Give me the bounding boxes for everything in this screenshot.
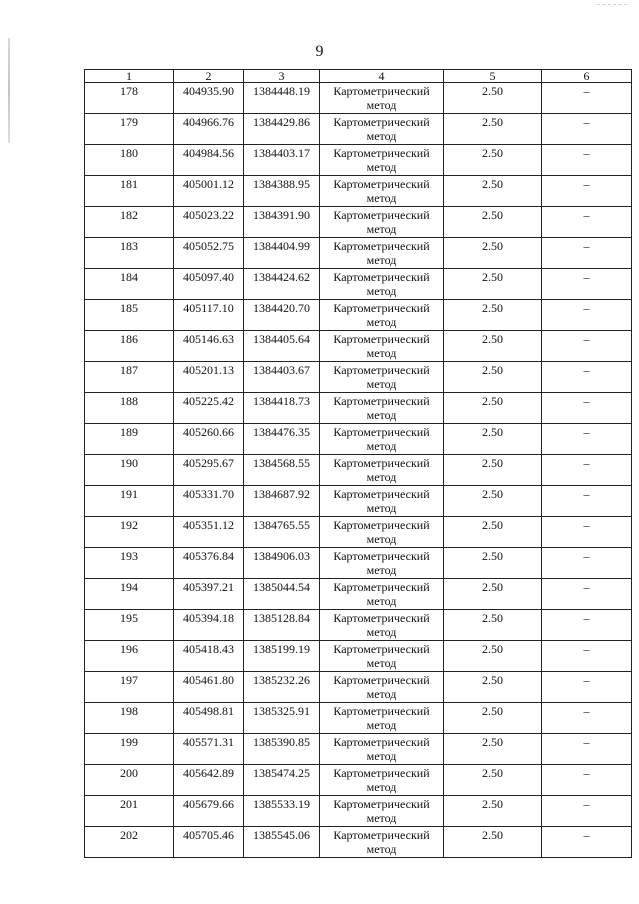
y-coordinate-cell: 1384424.62 [244,269,320,300]
method-line-2: метод [366,563,397,577]
method-line-1: Картометрический [333,518,430,532]
y-coordinate-cell: 1384687.92 [244,486,320,517]
table-row [85,703,632,734]
x-coordinate-cell: 405461.80 [174,672,244,703]
note-cell: – [542,362,632,393]
method-line-1: Картометрический [333,332,430,346]
y-coordinate-cell: 1385128.84 [244,610,320,641]
method-line-1: Картометрический [333,673,430,687]
table-row [85,238,632,269]
method-line-2: метод [366,253,397,267]
y-coordinate-cell: 1385533.19 [244,796,320,827]
method-cell [320,827,444,858]
method-line-2: метод [366,811,397,825]
method-cell [320,703,444,734]
method-cell [320,610,444,641]
method-line-1: Картометрический [333,704,430,718]
x-coordinate-cell: 405397.21 [174,579,244,610]
point-number-cell: 182 [85,207,174,238]
method-line-2: метод [366,749,397,763]
table-row [85,269,632,300]
method-cell [320,796,444,827]
note-cell: – [542,517,632,548]
method-cell [320,455,444,486]
point-number-cell: 188 [85,393,174,424]
x-coordinate-cell: 405376.84 [174,548,244,579]
x-coordinate-cell: 405705.46 [174,827,244,858]
column-header-1: 1 [85,70,174,83]
table-row [85,827,632,858]
y-coordinate-cell: 1385044.54 [244,579,320,610]
y-coordinate-cell: 1384906.03 [244,548,320,579]
method-line-2: метод [366,532,397,546]
y-coordinate-cell: 1384429.86 [244,114,320,145]
accuracy-cell: 2.50 [444,300,542,331]
method-cell [320,207,444,238]
method-cell [320,548,444,579]
method-line-2: метод [366,408,397,422]
note-cell: – [542,703,632,734]
point-number-cell: 181 [85,176,174,207]
method-line-2: метод [366,594,397,608]
x-coordinate-cell: 405331.70 [174,486,244,517]
accuracy-cell: 2.50 [444,796,542,827]
y-coordinate-cell: 1385325.91 [244,703,320,734]
method-cell [320,83,444,114]
method-line-2: метод [366,842,397,856]
accuracy-cell: 2.50 [444,827,542,858]
y-coordinate-cell: 1384404.99 [244,238,320,269]
x-coordinate-cell: 405052.75 [174,238,244,269]
table-row [85,641,632,672]
method-line-2: метод [366,470,397,484]
x-coordinate-cell: 405097.40 [174,269,244,300]
point-number-cell: 183 [85,238,174,269]
table-row [85,796,632,827]
table-row [85,331,632,362]
note-cell: – [542,765,632,796]
table-row [85,114,632,145]
y-coordinate-cell: 1385232.26 [244,672,320,703]
column-header-5: 5 [444,70,542,83]
note-cell: – [542,548,632,579]
method-line-1: Картометрический [333,611,430,625]
x-coordinate-cell: 405117.10 [174,300,244,331]
table-row [85,362,632,393]
method-line-1: Картометрический [333,766,430,780]
table-row [85,455,632,486]
point-number-cell: 197 [85,672,174,703]
point-number-cell: 185 [85,300,174,331]
method-cell [320,300,444,331]
y-coordinate-cell: 1384568.55 [244,455,320,486]
accuracy-cell: 2.50 [444,114,542,145]
note-cell: – [542,176,632,207]
accuracy-cell: 2.50 [444,486,542,517]
y-coordinate-cell: 1384420.70 [244,300,320,331]
method-line-2: метод [366,625,397,639]
y-coordinate-cell: 1384403.67 [244,362,320,393]
table-row [85,83,632,114]
method-line-1: Картометрический [333,394,430,408]
table-row [85,579,632,610]
method-line-2: метод [366,718,397,732]
table-row [85,672,632,703]
method-line-1: Картометрический [333,208,430,222]
method-line-2: метод [366,377,397,391]
y-coordinate-cell: 1384391.90 [244,207,320,238]
accuracy-cell: 2.50 [444,207,542,238]
table-row [85,207,632,238]
point-number-cell: 189 [85,424,174,455]
method-cell [320,424,444,455]
x-coordinate-cell: 405418.43 [174,641,244,672]
accuracy-cell: 2.50 [444,734,542,765]
method-line-1: Картометрический [333,735,430,749]
method-line-2: метод [366,780,397,794]
table-row [85,734,632,765]
point-number-cell: 200 [85,765,174,796]
method-line-2: метод [366,687,397,701]
y-coordinate-cell: 1385545.06 [244,827,320,858]
accuracy-cell: 2.50 [444,765,542,796]
method-line-1: Картометрический [333,115,430,129]
method-line-1: Картометрический [333,146,430,160]
method-cell [320,765,444,796]
table-row [85,548,632,579]
accuracy-cell: 2.50 [444,455,542,486]
point-number-cell: 190 [85,455,174,486]
coordinates-table [84,69,632,858]
note-cell: – [542,641,632,672]
point-number-cell: 202 [85,827,174,858]
y-coordinate-cell: 1385474.25 [244,765,320,796]
note-cell: – [542,455,632,486]
x-coordinate-cell: 405260.66 [174,424,244,455]
method-cell [320,269,444,300]
method-line-1: Картометрический [333,270,430,284]
table-row [85,300,632,331]
y-coordinate-cell: 1384388.95 [244,176,320,207]
y-coordinate-cell: 1384476.35 [244,424,320,455]
point-number-cell: 192 [85,517,174,548]
point-number-cell: 195 [85,610,174,641]
x-coordinate-cell: 405295.67 [174,455,244,486]
accuracy-cell: 2.50 [444,610,542,641]
x-coordinate-cell: 404966.76 [174,114,244,145]
accuracy-cell: 2.50 [444,579,542,610]
method-cell [320,238,444,269]
method-line-2: метод [366,129,397,143]
method-line-1: Картометрический [333,642,430,656]
method-cell [320,579,444,610]
accuracy-cell: 2.50 [444,703,542,734]
note-cell: – [542,145,632,176]
method-line-1: Картометрический [333,363,430,377]
column-header-2: 2 [174,70,244,83]
method-line-2: метод [366,315,397,329]
method-line-2: метод [366,501,397,515]
point-number-cell: 196 [85,641,174,672]
method-cell [320,672,444,703]
note-cell: – [542,238,632,269]
x-coordinate-cell: 405146.63 [174,331,244,362]
method-line-2: метод [366,284,397,298]
point-number-cell: 201 [85,796,174,827]
y-coordinate-cell: 1385390.85 [244,734,320,765]
method-line-1: Картометрический [333,549,430,563]
method-line-2: метод [366,346,397,360]
method-line-2: метод [366,222,397,236]
accuracy-cell: 2.50 [444,238,542,269]
column-header-4: 4 [320,70,444,83]
point-number-cell: 179 [85,114,174,145]
note-cell: – [542,827,632,858]
point-number-cell: 178 [85,83,174,114]
method-line-2: метод [366,191,397,205]
method-cell [320,517,444,548]
note-cell: – [542,672,632,703]
method-line-1: Картометрический [333,239,430,253]
method-line-2: метод [366,98,397,112]
method-cell [320,486,444,517]
x-coordinate-cell: 405571.31 [174,734,244,765]
method-line-1: Картометрический [333,177,430,191]
table-row [85,517,632,548]
x-coordinate-cell: 405394.18 [174,610,244,641]
page-number: 9 [315,43,324,60]
method-line-2: метод [366,439,397,453]
method-cell [320,641,444,672]
point-number-cell: 193 [85,548,174,579]
accuracy-cell: 2.50 [444,83,542,114]
note-cell: – [542,300,632,331]
point-number-cell: 187 [85,362,174,393]
table-header-row [85,70,632,83]
note-cell: – [542,579,632,610]
table-row [85,486,632,517]
point-number-cell: 198 [85,703,174,734]
column-header-6: 6 [542,70,632,83]
method-line-2: метод [366,160,397,174]
y-coordinate-cell: 1384403.17 [244,145,320,176]
accuracy-cell: 2.50 [444,176,542,207]
point-number-cell: 180 [85,145,174,176]
y-coordinate-cell: 1384405.64 [244,331,320,362]
y-coordinate-cell: 1384765.55 [244,517,320,548]
x-coordinate-cell: 405351.12 [174,517,244,548]
x-coordinate-cell: 405023.22 [174,207,244,238]
note-cell: – [542,393,632,424]
point-number-cell: 184 [85,269,174,300]
x-coordinate-cell: 405498.81 [174,703,244,734]
method-line-1: Картометрический [333,84,430,98]
table-row [85,145,632,176]
method-line-1: Картометрический [333,580,430,594]
note-cell: – [542,269,632,300]
method-line-1: Картометрический [333,425,430,439]
method-cell [320,393,444,424]
accuracy-cell: 2.50 [444,269,542,300]
accuracy-cell: 2.50 [444,424,542,455]
accuracy-cell: 2.50 [444,548,542,579]
note-cell: – [542,734,632,765]
method-cell [320,331,444,362]
accuracy-cell: 2.50 [444,517,542,548]
method-line-1: Картометрический [333,828,430,842]
y-coordinate-cell: 1384418.73 [244,393,320,424]
table-row [85,765,632,796]
table-row [85,393,632,424]
table-row [85,610,632,641]
column-header-3: 3 [244,70,320,83]
x-coordinate-cell: 405225.42 [174,393,244,424]
method-line-1: Картометрический [333,301,430,315]
note-cell: – [542,424,632,455]
point-number-cell: 191 [85,486,174,517]
accuracy-cell: 2.50 [444,393,542,424]
accuracy-cell: 2.50 [444,672,542,703]
accuracy-cell: 2.50 [444,362,542,393]
method-cell [320,734,444,765]
x-coordinate-cell: 405201.13 [174,362,244,393]
table-row [85,424,632,455]
y-coordinate-cell: 1384448.19 [244,83,320,114]
x-coordinate-cell: 405001.12 [174,176,244,207]
accuracy-cell: 2.50 [444,145,542,176]
note-cell: – [542,83,632,114]
note-cell: – [542,486,632,517]
scan-corner-artifact [597,4,627,7]
note-cell: – [542,796,632,827]
x-coordinate-cell: 404935.90 [174,83,244,114]
point-number-cell: 199 [85,734,174,765]
point-number-cell: 186 [85,331,174,362]
x-coordinate-cell: 405642.89 [174,765,244,796]
method-cell [320,145,444,176]
table-row [85,176,632,207]
table-body [85,83,632,858]
method-cell [320,176,444,207]
note-cell: – [542,331,632,362]
note-cell: – [542,114,632,145]
method-cell [320,114,444,145]
method-line-1: Картометрический [333,487,430,501]
accuracy-cell: 2.50 [444,331,542,362]
note-cell: – [542,207,632,238]
method-cell [320,362,444,393]
method-line-1: Картометрический [333,797,430,811]
x-coordinate-cell: 405679.66 [174,796,244,827]
method-line-2: метод [366,656,397,670]
point-number-cell: 194 [85,579,174,610]
accuracy-cell: 2.50 [444,641,542,672]
note-cell: – [542,610,632,641]
y-coordinate-cell: 1385199.19 [244,641,320,672]
method-line-1: Картометрический [333,456,430,470]
x-coordinate-cell: 404984.56 [174,145,244,176]
